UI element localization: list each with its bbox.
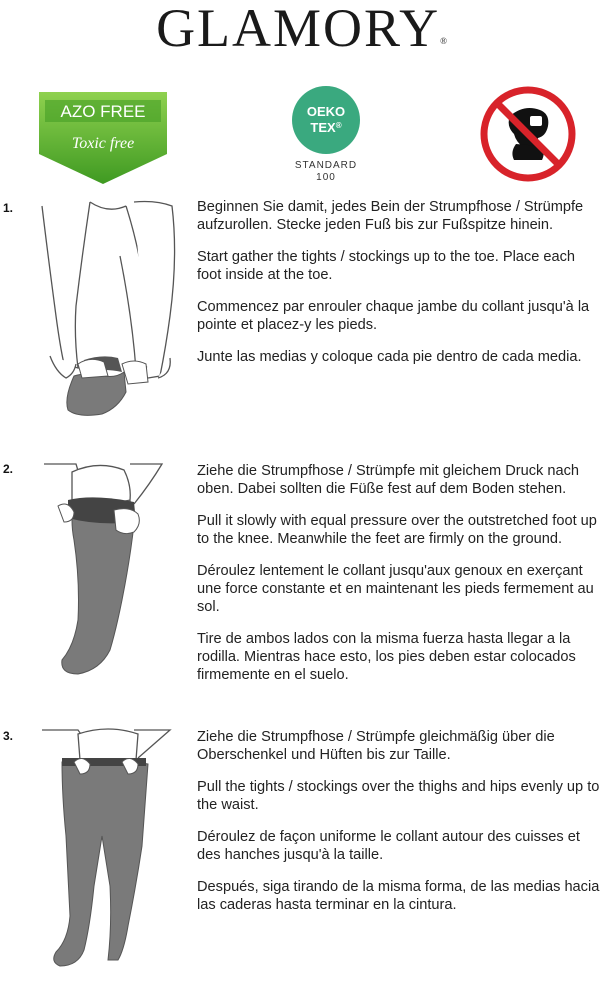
step-1-french: Commencez par enrouler chaque jambe du collant jusqu'à la pointe et placez-y les pieds. [197, 299, 590, 333]
step-2-spanish: Tire de ambos lados con la misma fuerza hasta llegar a la rodilla. Mientras hace esto, los pies deben estar colocados firmemente en el suelo. [197, 631, 576, 683]
oeko-registered-mark: ® [335, 121, 342, 130]
step-3-number: 3. [3, 729, 14, 743]
step-1-spanish: Junte las medias y coloque cada pie dentro de cada media. [197, 349, 582, 365]
step-3-illustration [38, 726, 183, 976]
tex-text: TEX [310, 120, 336, 135]
brand-logo [0, 0, 603, 69]
oeko-standard-label: STANDARD [294, 160, 358, 171]
step-1-german: Beginnen Sie damit, jedes Bein der Strumpfhose / Strümpfe aufzurollen. Stecke jeden Fuß bis zur Fußspitze hinein. [197, 199, 584, 233]
step-2-english: Pull it slowly with equal pressure over the outstretched foot up to the knee. Meanwhile the feet are firmly on the ground. [197, 513, 597, 547]
brand-registered-mark: ® [440, 36, 447, 46]
no-fingernails-icon [480, 86, 576, 182]
step-1-text [197, 198, 601, 380]
prohibited-sign-icon [480, 86, 576, 182]
azo-free-badge-graphic [39, 92, 167, 184]
step-3-german: Ziehe die Strumpfhose / Strümpfe gleichmäßig über die Oberschenkel und Hüften bis zur Taille. [197, 729, 555, 763]
step-3-spanish: Después, siga tirando de la misma forma, de las medias hacia las caderas hasta terminar en la cintura. [197, 879, 600, 913]
step-2-illustration [38, 460, 183, 686]
azo-free-badge [39, 92, 167, 184]
toxic-free-text: Toxic free [71, 135, 135, 152]
step-2-number: 2. [3, 462, 14, 476]
step-1-english: Start gather the tights / stockings up to the toe. Place each foot inside at the toe. [197, 249, 576, 283]
oeko-text: OEKO [306, 104, 346, 119]
step-1-number: 1. [3, 201, 14, 215]
step-3-english: Pull the tights / stockings over the thighs and hips evenly up to the waist. [197, 779, 600, 813]
step-3-text [197, 728, 601, 928]
azo-free-text: AZO FREE [60, 102, 146, 121]
oeko-standard-number: 100 [316, 172, 336, 183]
oeko-tex-logo [292, 86, 360, 154]
step-1-illustration [38, 196, 183, 422]
step-2-text [197, 462, 601, 698]
step-2-french: Déroulez lentement le collant jusqu'aux genoux en exerçant une force constante et en maintenant les pieds fermement au sol. [197, 563, 594, 615]
step-3-french: Déroulez de façon uniforme le collant autour des cuisses et des hanches jusqu'à la taille. [197, 829, 580, 863]
step-2-german: Ziehe die Strumpfhose / Strümpfe mit gleichem Druck nach oben. Dabei sollten die Füße fest auf dem Boden stehen. [197, 463, 580, 497]
brand-name: GLAMORY [156, 0, 441, 58]
oeko-tex-badge [286, 86, 366, 190]
